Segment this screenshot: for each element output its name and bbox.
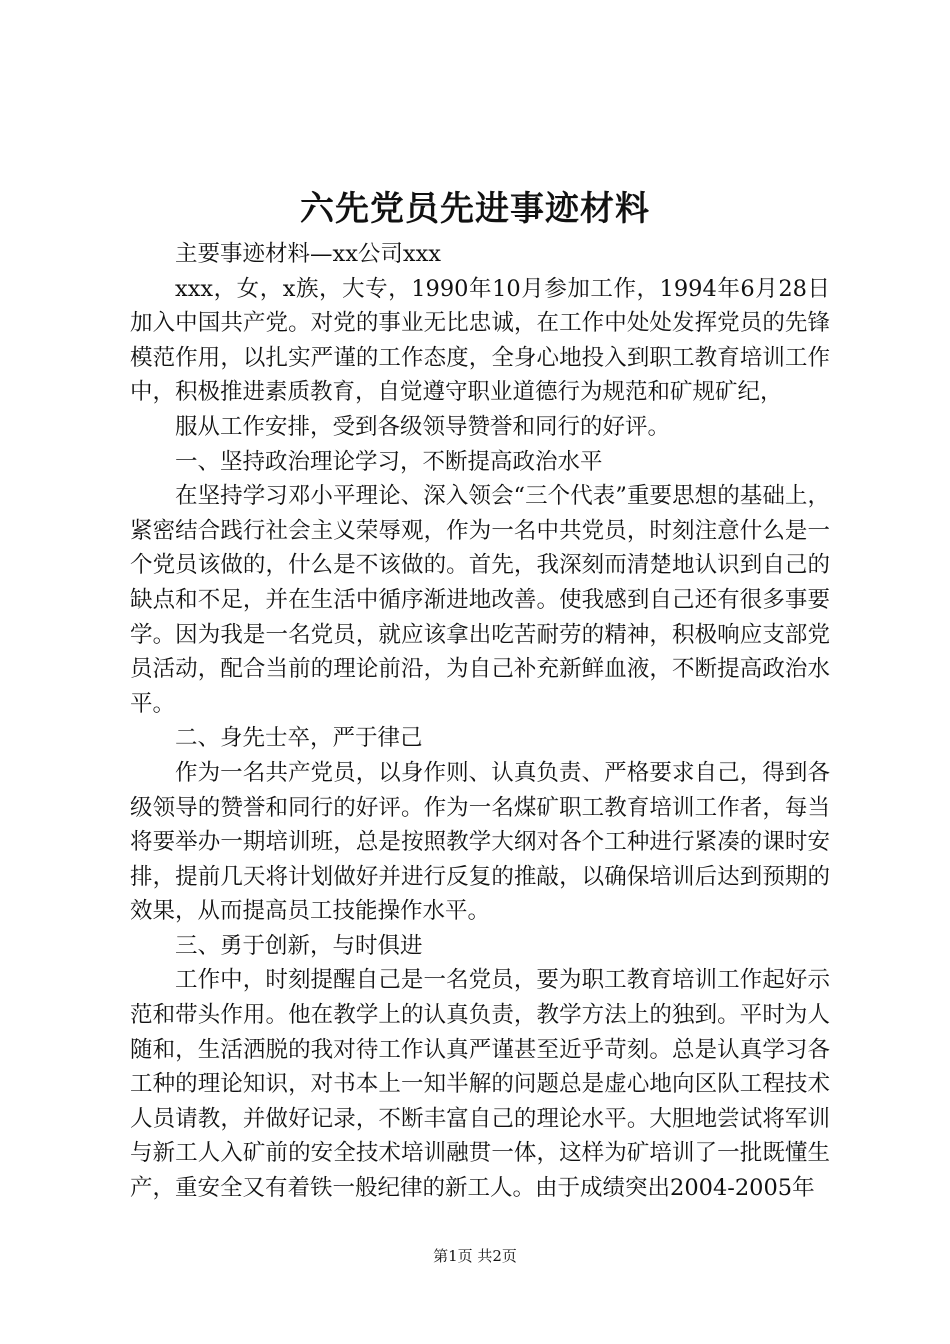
document-body <box>130 237 830 1206</box>
paragraph-intro-continued: 服从工作安排，受到各级领导赞誉和同行的好评。 <box>175 413 671 440</box>
section-heading-1: 一、坚持政治理论学习，不断提高政治水平 <box>175 448 603 475</box>
document-title: 六先党员先进事迹材料 <box>300 189 650 229</box>
paragraph-subtitle: 主要事迹材料—xx公司xxx <box>175 241 441 267</box>
paragraph-section-1: 在坚持学习邓小平理论、深入领会“三个代表”重要思想的基础上，紧密结合践行社会主义荣辱观，作为一名中共党员，时刻注意什么是一个党员该做的，什么是不该做的。首先，我深刻而清楚地认识到自己的缺点和不足，并在生活中循序渐进地改善。使我感到自己还有很多事要学。因为我是一名党员，就应该拿出吃苦耐劳的精神，积极响应支部党员活动，配合当前的理论前沿，为自己补充新鲜血液，不断提高政治水平。 <box>130 483 830 717</box>
paragraph-section-2: 作为一名共产党员，以身作则、认真负责、严格要求自己，得到各级领导的赞誉和同行的好评。作为一名煤矿职工教育培训工作者，每当将要举办一期培训班，总是按照教学大纲对各个工种进行紧凑的课时安排，提前几天将计划做好并进行反复的推敲，以确保培训后达到预期的效果，从而提高员工技能操作水平。 <box>130 759 830 925</box>
section-heading-3: 三、勇于创新，与时俱进 <box>175 932 423 959</box>
paragraph-intro: xxx，女，x族，大专，1990年10月参加工作，1994年6月28日加入中国共产党。对党的事业无比忠诚，在工作中处处发挥党员的先锋模范作用，以扎实严谨的工作态度，全身心地投入到职工教育培训工作中，积极推进素质教育，自觉遵守职业道德行为规范和矿规矿纪， <box>130 275 830 406</box>
section-heading-2: 二、身先士卒，严于律己 <box>175 725 423 752</box>
paragraph-section-3: 工作中，时刻提醒自己是一名党员，要为职工教育培训工作起好示范和带头作用。他在教学上的认真负责，教学方法上的独到。平时为人随和，生活洒脱的我对待工作认真严谨甚至近乎苛刻。总是认真学习各工种的理论知识，对书本上一知半解的问题总是虚心地向区队工程技术人员请教，并做好记录，不断丰富自己的理论水平。大胆地尝试将军训与新工人入矿前的安全技术培训融贯一体，这样为矿培训了一批既懂生产，重安全又有着铁一般纪律的新工人。由于成绩突出2004-2005年 <box>130 967 830 1202</box>
page-footer: 第1页 共2页 <box>433 1247 517 1265</box>
